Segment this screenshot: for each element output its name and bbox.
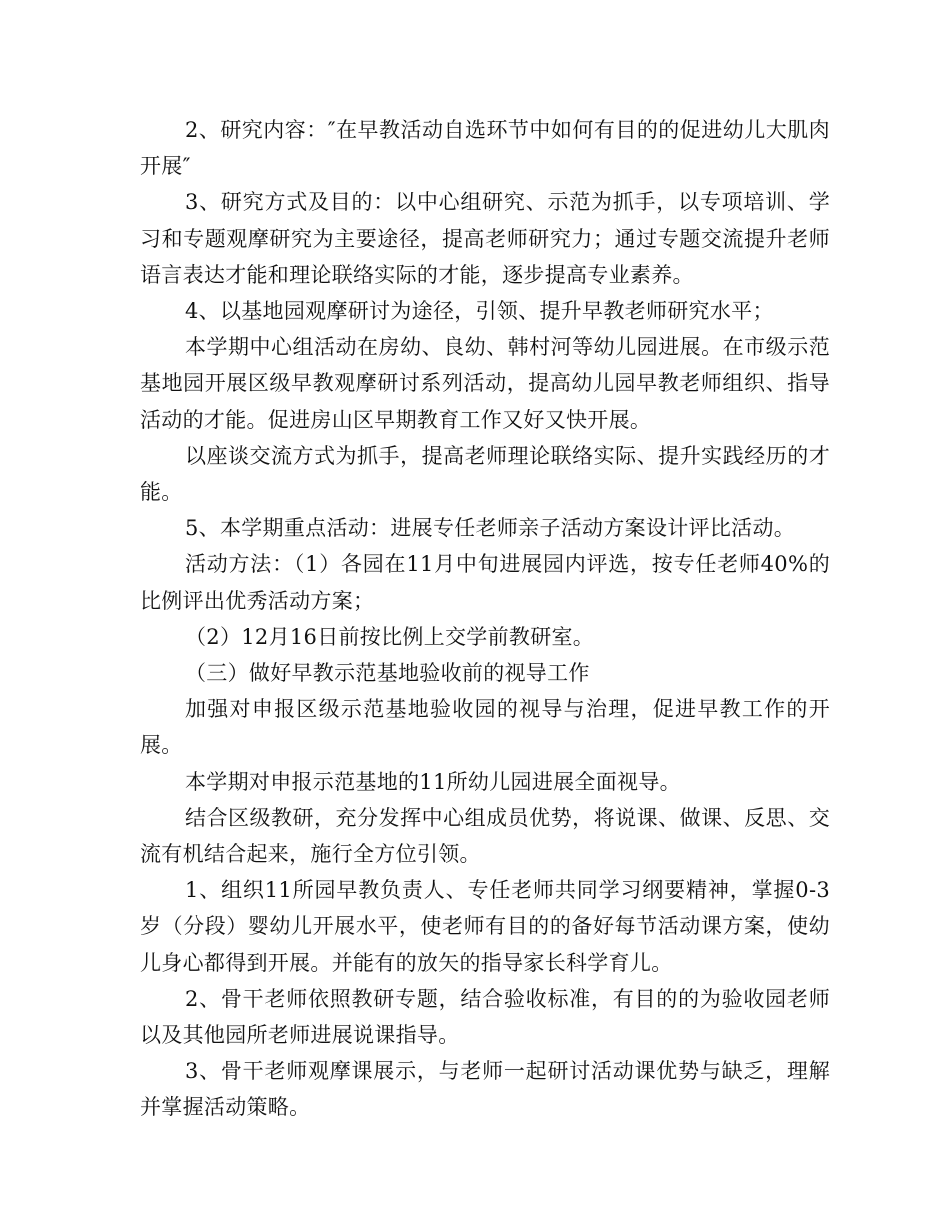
paragraph-key-activities: 5、本学期重点活动：进展专任老师亲子活动方案设计评比活动。 [185, 516, 796, 541]
paragraph-organize-study: 1、组织11所园早教负责人、专任老师共同学习纲要精神，掌握0-3岁（分段）婴幼儿开展水平，使老师有目的的备好每节活动课方案，使幼儿身心都得到开展。并能有的放矢的指导家长科学育儿。 [140, 878, 830, 975]
paragraph-demonstration-class: 3、骨干老师观摩课展示，与老师一起研讨活动课优势与缺乏，理解并掌握活动策略。 [140, 1059, 830, 1120]
paragraph-center-group-activities: 本学期中心组活动在房幼、良幼、韩村河等幼儿园进展。在市级示范基地园开展区级早教观摩研讨系列活动，提高幼儿园早教老师组织、指导活动的才能。促进房山区早期教育工作又好又快开展。 [140, 335, 830, 432]
paragraph-research-method: 3、研究方式及目的：以中心组研究、示范为抓手，以专项培训、学习和专题观摩研究为主要途径，提高老师研究力；通过专题交流提升老师语言表达才能和理论联络实际的才能，逐步提高专业素养。 [140, 190, 830, 287]
paragraph-research-content: 2、研究内容：″在早教活动自选环节中如何有目的的促进幼儿大肌肉开展″ [140, 118, 830, 179]
paragraph-submission-deadline: （2）12月16日前按比例上交学前教研室。 [185, 624, 595, 649]
paragraph-eleven-kindergartens: 本学期对申报示范基地的11所幼儿园进展全面视导。 [185, 769, 681, 794]
section-heading-inspection: （三）做好早教示范基地验收前的视导工作 [185, 661, 590, 686]
paragraph-district-research: 结合区级教研，充分发挥中心组成员优势，将说课、做课、反思、交流有机结合起来，施行全方位引领。 [140, 805, 830, 867]
paragraph-backbone-guidance: 2、骨干老师依照教研专题，结合验收标准，有目的的为验收园老师以及其他园所老师进展说课指导。 [140, 986, 830, 1048]
document-body [140, 112, 830, 1126]
paragraph-base-observation: 4、以基地园观摩研讨为途径，引领、提升早教老师研究水平； [185, 299, 774, 324]
paragraph-activity-method: 活动方法：（1）各园在11月中旬进展园内评选，按专任老师40%的比例评出优秀活动方案； [140, 552, 830, 613]
paragraph-discussion-exchange: 以座谈交流方式为抓手，提高老师理论联络实际、提升实践经历的才能。 [140, 443, 830, 505]
paragraph-strengthen-inspection: 加强对申报区级示范基地验收园的视导与治理，促进早教工作的开展。 [140, 697, 830, 758]
